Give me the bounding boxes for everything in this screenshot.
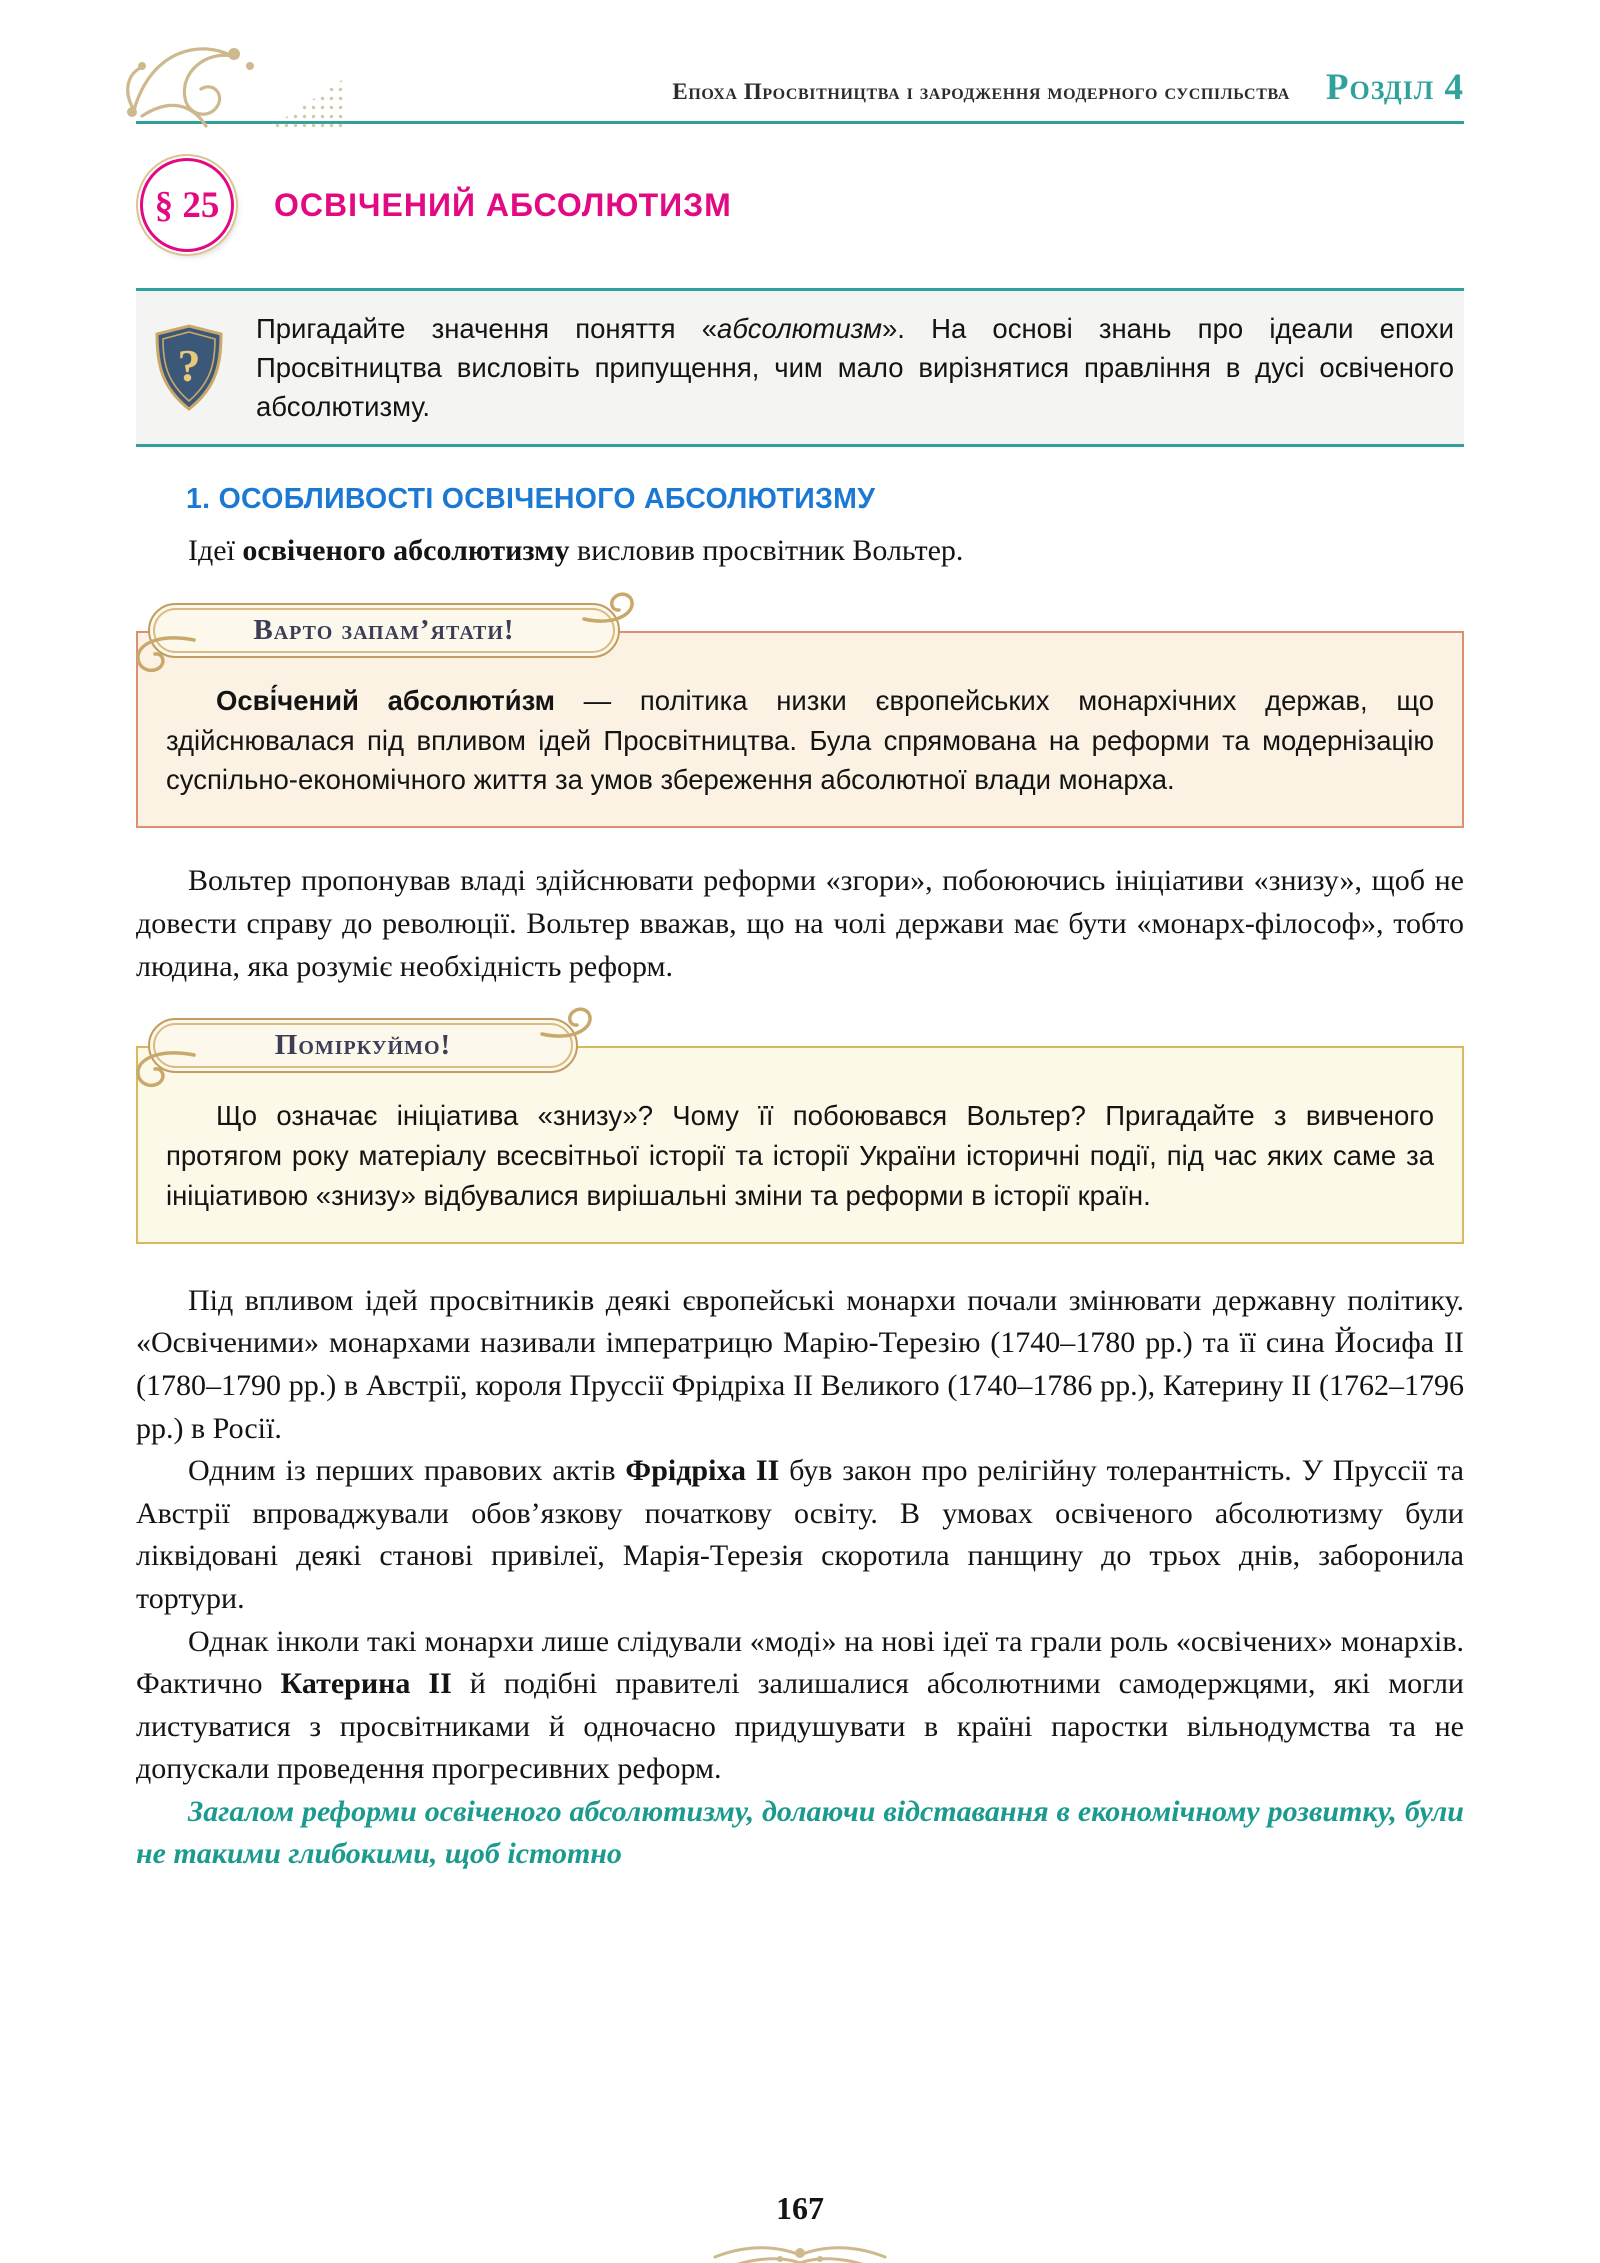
paragraph-4: Однак інколи такі монархи лише слідували «моді» на нові ідеї та грали роль «освічених» монархів. Фактично Катерина II й подібні правителі залишалися абсолютними самодержцями, які могли листуватися з просвітниками й одночасно придушувати в країні паростки вільнодумства та не допускали проведення прогресивних реформ. [136,1624,1464,1786]
section-number-badge [140,158,234,252]
floral-ornament [106,24,276,147]
subsection-heading: 1. ОСОБЛИВОСТІ ОСВІЧЕНОГО АБСОЛЮТИЗМУ [186,483,876,516]
remember-text: Осві́чений абсолюти́зм — політика низки європейських монархічних держав, що здійснювалася під впливом ідей Просвітництва. Була спрямована на реформи та модернізацію суспільно-економічного життя за умов збереження абсолютної влади монарха. [166,684,1434,796]
question-box [136,288,1464,447]
running-title: Епоха Просвітництва і зародження модерного суспільства [672,79,1290,104]
dots-ornament [264,76,348,132]
think-banner-title: Поміркуймо! [274,1029,452,1062]
scroll-flourish-left-icon [132,632,196,678]
header-titles [672,66,1464,109]
think-block [136,1018,1464,1244]
think-text: Що означає ініціатива «знизу»? Чому її побоювався Вольтер? Пригадайте з вивченого протягом року матеріалу всесвітньої історії та історії України історичні події, під час яких саме за ініціативою «знизу» відбувалися вирішальні зміни та реформи в історії країн. [166,1100,1434,1211]
remember-block [136,603,1464,829]
page-header [136,42,1464,124]
page-number: 167 [776,2190,824,2226]
footer-ornament [705,2239,895,2263]
chapter-label: Розділ 4 [1325,67,1464,108]
scroll-flourish-right-icon [582,589,638,629]
body-paragraphs [136,1280,1464,1876]
section-title: ОСВІЧЕНИЙ АБСОЛЮТИЗМ [274,186,732,223]
section-number: § 25 [154,184,220,226]
remember-box [136,631,1464,829]
paragraph-closing: Загалом реформи освіченого абсолютизму, долаючи відставання в економічному розвитку, були не такими глибокими, щоб істотно [136,1794,1464,1871]
paragraph-3: Одним із перших правових актів Фрідріха II був закон про релігійну толерантність. У Пруссії та Австрії впроваджували обов’язкову початкову освіту. В умовах освіченого абсолютизму були ліквідовані деякі станові привілеї, Марія-Терезія скоротила панщину до трьох днів, заборонила тортури. [136,1454,1464,1615]
question-mark-glyph: ? [177,339,201,391]
remember-banner [148,603,620,658]
paragraph-intro: Ідеї освіченого абсолютизму висловив просвітник Вольтер. [188,534,964,568]
think-box [136,1046,1464,1244]
paragraph-2: Під впливом ідей просвітників деякі європейські монархи почали змінювати державну політику. «Освіченими» монархами називали імператрицю Марію-Терезію (1740–1780 рр.) та її сина Йосифа II (1780–1790 рр.) в Австрії, короля Пруссії Фрідріха II Великого (1740–1786 рр.), Катерину II (1762–1796 рр.) в Росії. [136,1283,1464,1445]
question-text: Пригадайте значення поняття «абсолютизм». На основі знань про ідеали епохи Просвітництва висловіть припущення, чим мало вирізнятися правління в дусі освіченого абсолютизму. [256,313,1454,423]
paragraph-1: Вольтер пропонував владі здійснювати реформи «згори», побоюючись ініціативи «знизу», щоб не довести справу до революції. Вольтер вважав, що на чолі держави має бути «монарх-філософ», тобто людина, яка розуміє необхідність реформ. [136,864,1464,983]
page-footer [0,2168,1600,2263]
section-head [140,158,1464,252]
remember-banner-title: Варто запам’ятати! [253,613,515,646]
scroll-flourish-right-icon [540,1004,596,1044]
think-banner [148,1018,578,1073]
scroll-flourish-left-icon [132,1047,196,1093]
question-shield-icon [152,323,226,413]
